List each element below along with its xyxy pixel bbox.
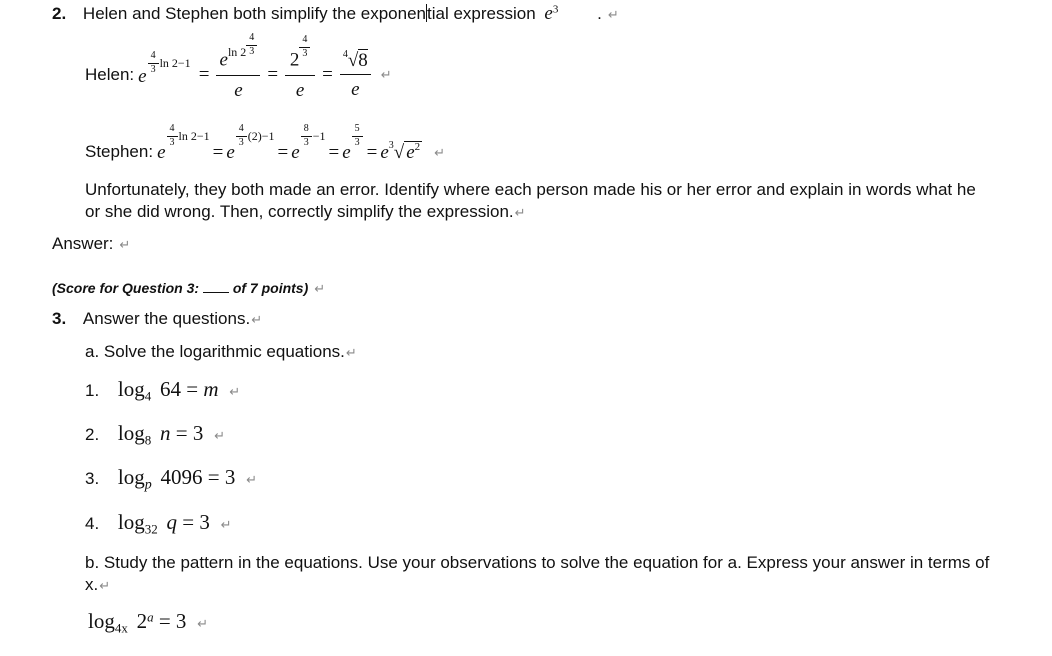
paragraph-mark-icon: ↵ [434,145,446,160]
equation-3: 3. $\log_p 4096 = 3$ ↵ [85,465,257,493]
equation-index: 3. [85,469,100,488]
stephen-term-4: e [342,142,351,163]
paragraph-mark-icon: ↵ [607,7,619,22]
paragraph-mark-icon: ↵ [229,384,241,399]
paragraph-mark-icon: ↵ [214,428,225,443]
intro-period: . [597,4,602,23]
equation-2: 2. $\log_8 n = 3$ ↵ [85,421,225,448]
equals-sign: = [198,64,210,85]
intro-text-rest: tial expression [427,4,536,23]
answer-line[interactable] [52,234,130,254]
intro-exponent: 3 [552,3,559,16]
stephen-exponent-4: $\frac{5}{3}$ [351,124,364,148]
equation-index: 2. [85,425,100,444]
equals-sign: = [277,142,289,163]
stephen-term-3: e [291,142,300,163]
intro-base: e [544,3,553,24]
paragraph-mark-icon: ↵ [119,237,131,252]
paragraph-mark-icon: ↵ [380,67,392,82]
stephen-exponent-1: $\frac{4}{3}$ ln 2−1 [166,124,210,148]
paragraph-mark-icon: ↵ [314,281,326,296]
stephen-work [85,124,445,164]
helen-work [85,31,392,114]
helen-fraction-3: $\frac{^4√8}{e}$ [340,50,371,101]
intro-text: Helen and Stephen both simplify the exponen [82,4,426,23]
score-total: of 7 points) [232,280,309,296]
helen-fraction-1: $e^{ln 2}$ $\frac{4}{3}$ e [216,49,260,102]
question-number: 3. [52,309,67,328]
equals-sign: = [366,142,378,163]
equals-sign: = [267,64,279,85]
paragraph-mark-icon: ↵ [246,472,257,487]
question-2-instructions [85,179,985,224]
instructions-text: Unfortunately, they both made an error. Identify where each person made his or her error and explain in words what he or she did wrong. Then, correctly simplify the expression. [85,180,976,221]
equation-index: 4. [85,514,100,533]
question-3-prompt: Answer the questions. [82,309,251,328]
final-equation: $\log_{4x} 2^a = 3$ ↵ [88,609,209,636]
stephen-root: $^3$√ $e^2$ [388,140,421,163]
paragraph-mark-icon: ↵ [220,517,232,532]
answer-label: Answer: [52,234,114,253]
question-3-header [52,309,262,329]
equation-1: 1. $\log_4 64 = m$ ↵ [85,377,241,404]
helen-label: Helen: [85,65,135,84]
equation-index: 1. [85,381,100,400]
part-a [85,342,357,362]
question-number: 2. [52,4,67,23]
equals-sign: = [212,142,224,163]
helen-base: e [138,66,147,87]
paragraph-mark-icon: ↵ [345,345,357,360]
score-line [52,280,325,297]
part-b [85,552,1005,597]
paragraph-mark-icon: ↵ [251,312,263,327]
stephen-label: Stephen: [85,142,154,161]
stephen-exponent-3: $\frac{8}{3}$ −1 [300,124,326,148]
helen-fraction-2: 2 $\frac{4}{3}$ e [285,49,315,102]
stephen-exponent-2: $\frac{4}{3}$ (2)−1 [235,124,275,148]
paragraph-mark-icon: ↵ [514,205,526,220]
question-2-intro [52,3,619,25]
equals-sign: = [328,142,340,163]
stephen-term-5: e [380,142,389,163]
part-a-text: a. Solve the logarithmic equations. [85,342,345,361]
paragraph-mark-icon: ↵ [197,616,209,631]
score-label: (Score for Question 3: [52,280,200,296]
score-blank[interactable] [203,292,229,293]
equation-4: 4. $\log_{32} q = 3$ ↵ [85,510,232,537]
stephen-term-2: e [226,142,235,163]
equals-sign: = [322,64,333,85]
paragraph-mark-icon: ↵ [99,578,111,593]
part-b-text: b. Study the pattern in the equations. Use your observations to solve the equation for a. Express your answer in terms of x. [85,553,990,594]
helen-exponent: $\frac{4}{3}$ ln 2−1 [147,51,191,75]
stephen-term-1: e [157,142,166,163]
